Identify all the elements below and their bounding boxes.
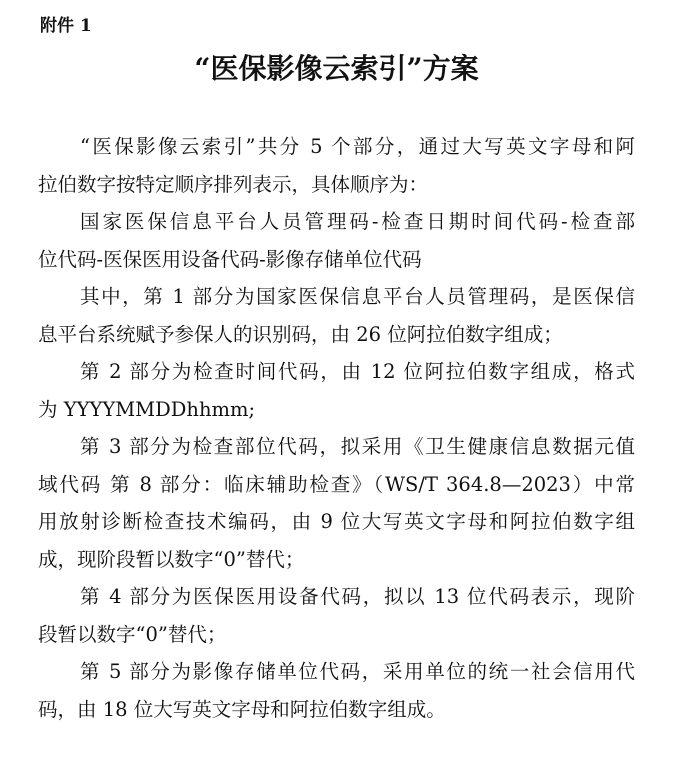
paragraph-line: 第 5 部分为影像存储单位代码，采用单位的统一社会信用代: [80, 660, 635, 683]
paragraph-line: 第 3 部分为检查部位代码，拟采用《卫生健康信息数据元值: [80, 435, 635, 458]
paragraph-line: “医保影像云索引”共分 5 个部分，通过大写英文字母和阿: [80, 135, 635, 158]
paragraph-intro: [38, 128, 635, 203]
paragraph-line: 域代码 第 8 部分：临床辅助检查》（WS/T 364.8—2023）中常: [38, 472, 635, 496]
attachment-label: 附件 1: [40, 16, 92, 36]
paragraph-part-3: [38, 428, 635, 578]
paragraph-line: 其中，第 1 部分为国家医保信息平台人员管理码，是医保信: [80, 285, 635, 308]
paragraph-line: 位代码-医保医用设备代码-影像存储单位代码: [38, 247, 422, 271]
paragraph-line: 用放射诊断检查技术编码，由 9 位大写英文字母和阿拉伯数字组: [38, 510, 635, 533]
paragraph-line: 为 YYYYMMDDhhmm;: [38, 397, 256, 421]
paragraph-line: 成，现阶段暂以数字“0”替代；: [38, 547, 305, 571]
paragraph-line: 段暂以数字“0”替代；: [38, 622, 227, 646]
paragraph-part-5: [38, 653, 635, 728]
paragraph-line: 第 2 部分为检查时间代码，由 12 位阿拉伯数字组成，格式: [80, 360, 635, 383]
document-title: “医保影像云索引”方案: [194, 52, 479, 85]
paragraph-part-1: [38, 278, 635, 353]
paragraph-line: 国家医保信息平台人员管理码-检查日期时间代码-检查部: [80, 210, 635, 233]
paragraph-line: 码，由 18 位大写英文字母和阿拉伯数字组成。: [38, 697, 446, 721]
paragraph-line: 拉伯数字按特定顺序排列表示，具体顺序为：: [38, 172, 429, 196]
paragraph-part-4: [38, 578, 635, 653]
document-body: [38, 128, 635, 728]
paragraph-line: 息平台系统赋予参保人的识别码，由 26 位阿拉伯数字组成；: [38, 322, 563, 346]
paragraph-part-2: [38, 353, 635, 428]
paragraph-line: 第 4 部分为医保医用设备代码，拟以 13 位代码表示，现阶: [80, 585, 635, 608]
paragraph-sequence: [38, 203, 635, 278]
